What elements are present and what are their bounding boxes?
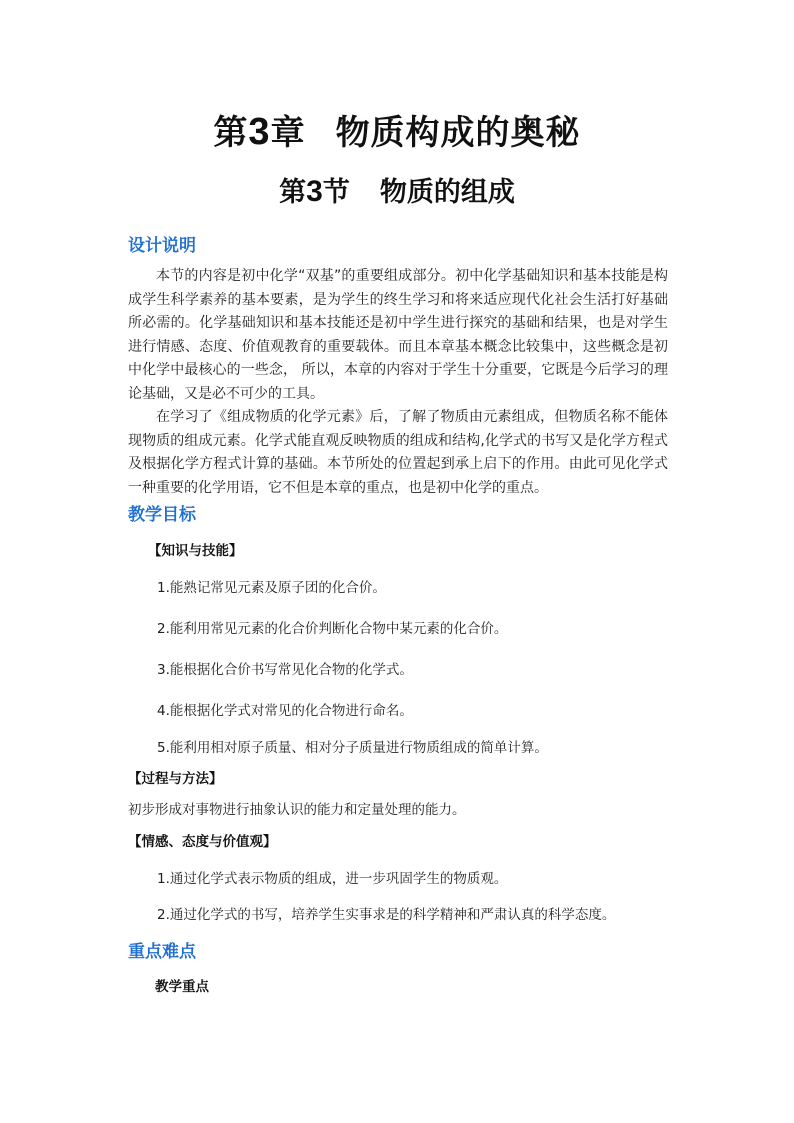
chapter-number: 3 xyxy=(248,111,271,153)
section-title xyxy=(0,170,794,209)
emotion-item-1: 1.通过化学式表示物质的组成，进一步巩固学生的物质观。 xyxy=(157,871,508,887)
knowledge-item-5: 5.能利用相对原子质量、相对分子质量进行物质组成的简单计算。 xyxy=(157,740,548,756)
key-points-heading: 重点难点 xyxy=(128,942,196,962)
design-paragraph-2: 在学习了《组成物质的化学元素》后，了解了物质由元素组成，但物质名称不能体现物质的组成元素。化学式能直观反映物质的组成和结构,化学式的书写又是化学方程式及根据化学方程式计算的基础。本节所处的位置起到承上启下的作用。由此可见化学式一种重要的化学用语，它不但是本章的重点，也是初中化学的重点。 xyxy=(128,409,668,496)
emotion-item-2: 2.通过化学式的书写，培养学生实事求是的科学精神和严肃认真的科学态度。 xyxy=(157,907,616,923)
section-prefix: 第 xyxy=(279,177,307,208)
design-heading: 设计说明 xyxy=(128,236,196,256)
section-name: 物质的组成 xyxy=(379,177,515,208)
chapter-suffix: 章 xyxy=(270,113,306,153)
process-text: 初步形成对事物进行抽象认识的能力和定量处理的能力。 xyxy=(128,802,466,818)
knowledge-item-1: 1.能熟记常见元素及原子团的化合价。 xyxy=(157,580,386,596)
knowledge-label: 【知识与技能】 xyxy=(148,543,243,559)
design-text xyxy=(128,265,668,500)
knowledge-item-4: 4.能根据化学式对常见的化合物进行命名。 xyxy=(157,703,413,719)
chapter-name: 物质构成的奥秘 xyxy=(335,113,581,153)
objectives-heading: 教学目标 xyxy=(128,505,196,525)
knowledge-item-2: 2.能利用常见元素的化合价判断化合物中某元素的化合价。 xyxy=(157,621,508,637)
knowledge-item-3: 3.能根据化合价书写常见化合物的化学式。 xyxy=(157,662,413,678)
teaching-focus-label: 教学重点 xyxy=(155,979,209,995)
section-suffix: 节 xyxy=(322,177,350,208)
chapter-title xyxy=(0,105,794,154)
section-number: 3 xyxy=(306,175,323,208)
chapter-prefix: 第 xyxy=(213,113,249,153)
design-paragraph-1: 本节的内容是初中化学“双基”的重要组成部分。初中化学基础知识和基本技能是构成学生科学素养的基本要素，是为学生的终生学习和将来适应现代化社会生活打好基础所必需的。化学基础知识和基本技能还是初中学生进行探究的基础和结果，也是对学生进行情感、态度、价值观教育的重要载体。而且本章基本概念比较集中，这些概念是初中化学中最核心的一些念， 所以，本章的内容对于学生十分重要，它既是今后学习的理论基础，又是必不可少的工具。 xyxy=(128,268,668,402)
emotion-label: 【情感、态度与价值观】 xyxy=(128,834,277,850)
process-label: 【过程与方法】 xyxy=(128,771,223,787)
